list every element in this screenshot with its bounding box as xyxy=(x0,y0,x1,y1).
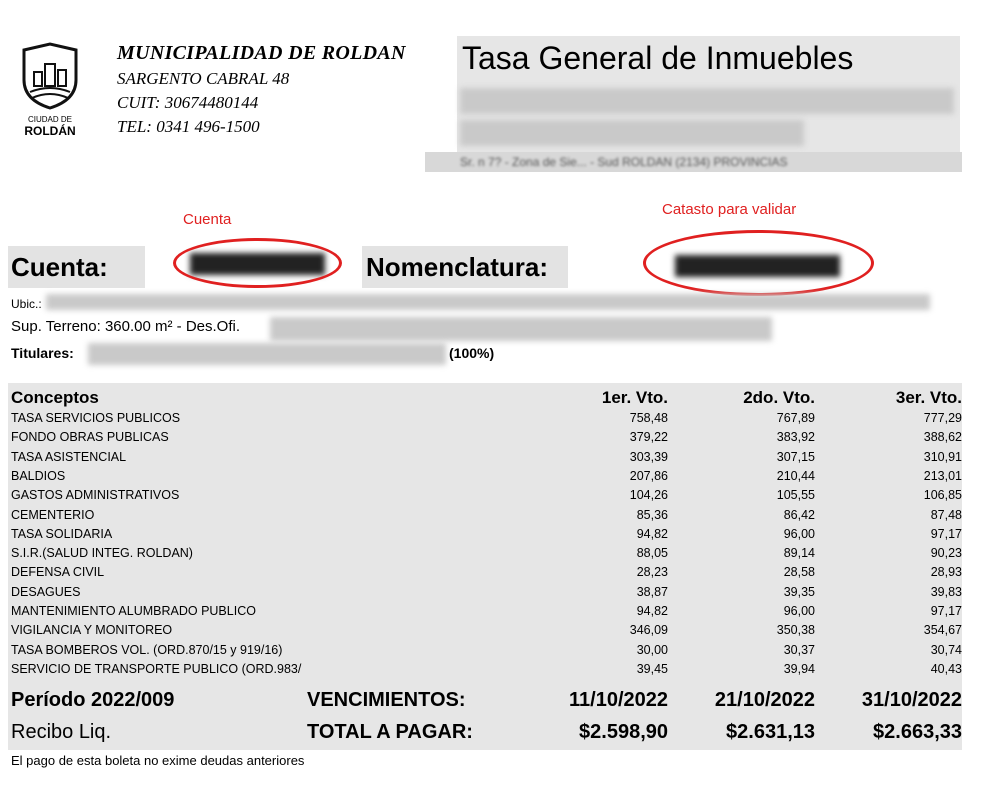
concept-value-v1: 207,86 xyxy=(629,468,668,483)
header-1er-vto: 1er. Vto. xyxy=(601,388,668,407)
titulares-percentage: (100%) xyxy=(449,345,495,361)
concept-value-v2: 30,37 xyxy=(783,642,815,657)
concept-value-v1: 30,00 xyxy=(636,642,668,657)
concept-value-v1: 28,23 xyxy=(636,565,668,580)
header-3er-vto: 3er. Vto. xyxy=(895,388,962,407)
table-row xyxy=(11,546,962,565)
concept-value-v3: 310,91 xyxy=(923,449,962,464)
concept-value-v3: 106,85 xyxy=(923,488,962,503)
vencimientos-label: VENCIMIENTOS: xyxy=(307,689,466,711)
table-row xyxy=(11,565,962,584)
concept-value-v2: 39,35 xyxy=(783,584,815,599)
concept-value-v1: 38,87 xyxy=(636,584,668,599)
table-row xyxy=(11,508,962,527)
redacted-des-ofi xyxy=(270,317,772,341)
footer-note: El pago de esta boleta no exime deudas anteriores xyxy=(11,753,305,768)
concept-name: SERVICIO DE TRANSPORTE PUBLICO (ORD.983/ xyxy=(11,661,302,676)
concept-value-v3: 388,62 xyxy=(923,430,962,445)
table-row xyxy=(11,604,962,623)
concept-name: TASA ASISTENCIAL xyxy=(11,449,127,464)
concept-name: CEMENTERIO xyxy=(11,507,95,522)
concept-value-v3: 354,67 xyxy=(923,623,962,638)
catasto-highlight-circle xyxy=(643,230,874,296)
concept-value-v1: 85,36 xyxy=(636,507,668,522)
concept-value-v2: 96,00 xyxy=(783,526,815,541)
annotation-catasto: Catasto para validar xyxy=(662,201,797,218)
concept-name: BALDIOS xyxy=(11,468,66,483)
redacted-owner-line xyxy=(460,120,804,146)
total-3: $2.663,33 xyxy=(873,721,962,743)
vencimiento-date-2: 21/10/2022 xyxy=(714,689,815,711)
redacted-titulares xyxy=(88,343,446,365)
concept-value-v1: 88,05 xyxy=(636,546,668,561)
redacted-owner-name xyxy=(460,88,954,114)
concept-name: VIGILANCIA Y MONITOREO xyxy=(11,623,173,638)
nomenclatura-label: Nomenclatura: xyxy=(366,252,549,282)
recibo-label: Recibo Liq. xyxy=(11,721,112,743)
concept-value-v3: 28,93 xyxy=(930,565,962,580)
concept-name: GASTOS ADMINISTRATIVOS xyxy=(11,488,180,503)
concept-value-v3: 87,48 xyxy=(930,507,962,522)
table-row xyxy=(11,469,962,488)
concept-value-v1: 346,09 xyxy=(629,623,668,638)
sup-terreno: Sup. Terreno: 360.00 m² - Des.Ofi. xyxy=(11,318,240,335)
municipality-name: MUNICIPALIDAD DE ROLDAN xyxy=(117,42,406,64)
concept-value-v3: 97,17 xyxy=(930,526,962,541)
concept-name: DEFENSA CIVIL xyxy=(11,565,105,580)
concept-name: MANTENIMIENTO ALUMBRADO PUBLICO xyxy=(11,604,256,618)
municipality-address: SARGENTO CABRAL 48 xyxy=(117,69,290,88)
concept-value-v1: 758,48 xyxy=(629,411,668,425)
concept-value-v3: 97,17 xyxy=(930,604,962,618)
periodo: Período 2022/009 xyxy=(11,689,175,711)
table-row xyxy=(11,662,962,681)
concept-name: TASA SERVICIOS PUBLICOS xyxy=(11,411,181,425)
concept-value-v2: 350,38 xyxy=(776,623,815,638)
concept-name: S.I.R.(SALUD INTEG. ROLDAN) xyxy=(11,546,193,561)
table-row xyxy=(11,430,962,449)
concept-value-v1: 303,39 xyxy=(629,449,668,464)
concept-value-v2: 307,15 xyxy=(776,449,815,464)
municipality-info xyxy=(117,42,406,137)
table-row xyxy=(11,450,962,469)
table-row xyxy=(11,488,962,507)
concept-value-v3: 777,29 xyxy=(923,411,962,425)
concept-value-v1: 39,45 xyxy=(636,661,668,676)
annotation-cuenta: Cuenta xyxy=(183,211,232,228)
concept-value-v1: 104,26 xyxy=(629,488,668,503)
concept-value-v2: 210,44 xyxy=(776,468,815,483)
concept-name: TASA BOMBEROS VOL. (ORD.870/15 y 919/16) xyxy=(11,642,283,657)
titulares-label: Titulares: xyxy=(11,345,74,361)
concept-value-v2: 767,89 xyxy=(776,411,815,425)
ubic-label: Ubic.: xyxy=(11,297,42,311)
concept-name: TASA SOLIDARIA xyxy=(11,526,113,541)
vencimiento-date-3: 31/10/2022 xyxy=(861,689,962,711)
cuenta-label: Cuenta: xyxy=(11,252,108,282)
concept-value-v1: 94,82 xyxy=(636,526,668,541)
concept-value-v2: 105,55 xyxy=(776,488,815,503)
cuenta-highlight-circle xyxy=(173,238,342,288)
vencimiento-date-1: 11/10/2022 xyxy=(569,689,668,711)
total-1: $2.598,90 xyxy=(579,721,668,743)
document-title: Tasa General de Inmuebles xyxy=(462,40,854,76)
concept-name: FONDO OBRAS PUBLICAS xyxy=(11,430,169,445)
logo-text-bottom: ROLDÁN xyxy=(24,124,76,138)
logo-text-top: CIUDAD DE xyxy=(27,115,72,124)
table-row xyxy=(11,411,962,430)
redacted-ubic xyxy=(46,294,930,310)
total-2: $2.631,13 xyxy=(726,721,815,743)
table-row xyxy=(11,585,962,604)
header-2do-vto: 2do. Vto. xyxy=(743,388,815,407)
concept-value-v1: 94,82 xyxy=(636,604,668,618)
table-row xyxy=(11,643,962,662)
municipality-cuit: CUIT: 30674480144 xyxy=(117,93,259,112)
concept-value-v2: 96,00 xyxy=(783,604,815,618)
roldan-logo xyxy=(18,42,82,138)
table-row xyxy=(11,527,962,546)
concept-value-v3: 40,43 xyxy=(930,661,962,676)
redacted-address-text: Sr. n 7? - Zona de Sie... - Sud ROLDAN (2134) PROVINCIAS xyxy=(460,155,788,169)
concept-value-v3: 90,23 xyxy=(930,546,962,561)
concept-value-v3: 39,83 xyxy=(930,584,962,599)
concept-value-v2: 89,14 xyxy=(783,546,815,561)
concept-value-v2: 28,58 xyxy=(783,565,815,580)
municipality-phone: TEL: 0341 496-1500 xyxy=(117,117,260,136)
concept-value-v2: 39,94 xyxy=(783,661,815,676)
header-conceptos: Conceptos xyxy=(11,388,99,407)
concept-name: DESAGUES xyxy=(11,584,81,599)
concept-value-v2: 86,42 xyxy=(783,507,815,522)
concept-value-v3: 213,01 xyxy=(923,468,962,483)
table-row xyxy=(11,623,962,642)
concept-value-v3: 30,74 xyxy=(930,642,962,657)
concept-value-v1: 379,22 xyxy=(629,430,668,445)
city-shield-icon xyxy=(18,42,82,112)
total-label: TOTAL A PAGAR: xyxy=(307,721,473,743)
concept-value-v2: 383,92 xyxy=(776,430,815,445)
